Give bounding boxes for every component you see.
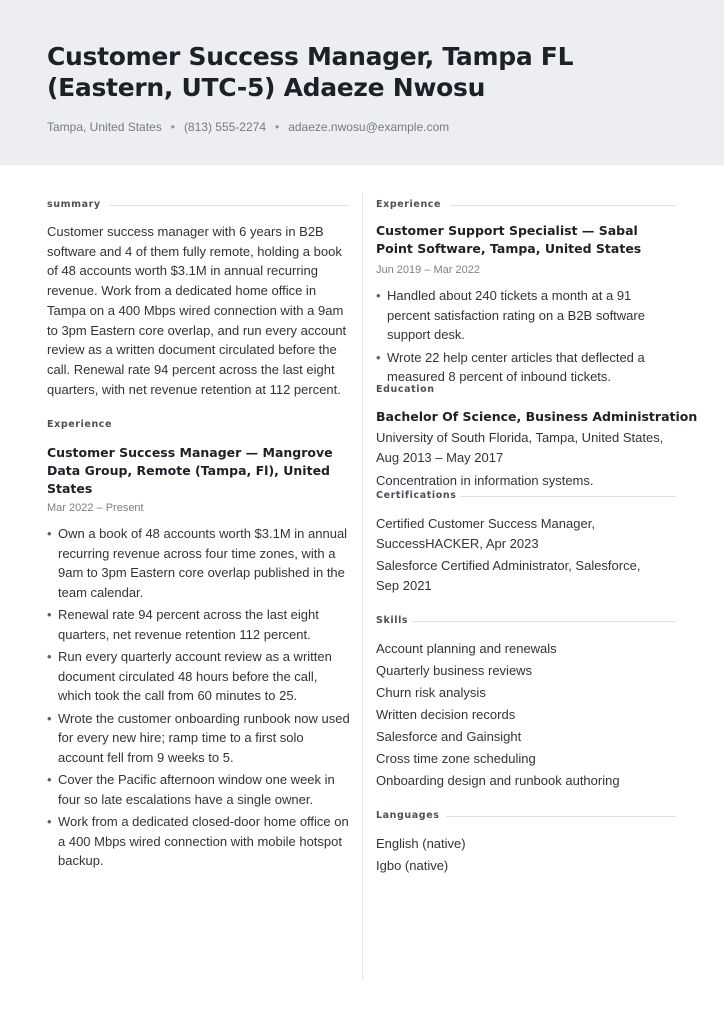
list-item <box>47 709 352 768</box>
bullet-text: Run every quarterly account review as a written document circulated 48 hours before the call, which took the call from 60 minutes to 25. <box>58 649 332 703</box>
skill-item: Quarterly business reviews <box>376 663 533 678</box>
certification-item: Certified Customer Success Manager, SuccessHACKER, Apr 2023 <box>376 516 595 551</box>
section-heading-label: Experience <box>47 419 113 430</box>
skills-list <box>376 638 676 792</box>
section-heading-label: summary <box>47 199 101 210</box>
contact-line <box>47 120 449 134</box>
job-dates: Jun 2019 – Mar 2022 <box>376 264 480 276</box>
contact-separator: • <box>170 120 175 134</box>
certification-item: Salesforce Certified Administrator, Salesforce, Sep 2021 <box>376 558 641 593</box>
page-title: Customer Success Manager, Tampa FL (Eastern, UTC-5) Adaeze Nwosu <box>47 42 574 102</box>
section-heading-label: Education <box>376 384 435 395</box>
job-dates: Mar 2022 – Present <box>47 502 144 514</box>
job-title: Customer Success Manager — Mangrove Data Group, Remote (Tampa, Fl), United States <box>47 445 333 496</box>
section-rule <box>460 496 676 497</box>
contact-phone: (813) 555-2274 <box>183 120 266 134</box>
list-item <box>376 286 676 345</box>
bullet-text: Handled about 240 tickets a month at a 91 percent satisfaction rating on a B2B software support desk. <box>387 288 645 342</box>
degree-title: Bachelor Of Science, Business Administration <box>376 409 698 424</box>
bullet-text: Wrote 22 help center articles that deflected a measured 8 percent of inbound tickets. <box>387 349 645 384</box>
bullet-text: Cover the Pacific afternoon window one week in four so late escalations have a single owner. <box>58 772 335 807</box>
contact-location: Tampa, United States <box>47 120 162 134</box>
bullet-text: Work from a dedicated closed-door home office on a 400 Mbps wired connection with mobile hotspot backup. <box>58 814 349 868</box>
contact-separator: • <box>275 120 280 134</box>
education-note: Concentration in information systems. <box>376 473 594 488</box>
section-heading-certifications <box>376 490 676 504</box>
section-heading-label: Skills <box>376 615 409 626</box>
bullet-dot: • <box>47 710 52 726</box>
skill-item: Cross time zone scheduling <box>376 751 536 766</box>
bullet-dot: • <box>47 607 52 622</box>
section-heading-summary <box>47 199 349 213</box>
bullet-dot: • <box>376 349 381 365</box>
section-heading-label: Certifications <box>376 490 457 501</box>
section-rule <box>446 816 676 817</box>
bullet-dot: • <box>47 526 52 541</box>
column-divider <box>362 192 363 980</box>
contact-email: adaeze.nwosu@example.com <box>288 120 450 134</box>
list-item <box>47 647 352 706</box>
bullet-text: Renewal rate 94 percent across the last eight quarters, net revenue retention 112 percent. <box>58 607 319 642</box>
list-item <box>376 348 676 387</box>
bullet-dot: • <box>47 649 52 664</box>
job-bullets <box>47 524 352 874</box>
skill-item: Account planning and renewals <box>376 641 557 656</box>
skill-item: Onboarding design and runbook authoring <box>376 773 620 788</box>
section-rule <box>412 621 676 622</box>
resume-header <box>0 0 724 165</box>
school-details: University of South Florida, Tampa, United States, Aug 2013 – May 2017 <box>376 430 664 465</box>
section-heading-skills <box>376 615 676 629</box>
section-heading-label: Languages <box>376 810 440 821</box>
section-heading-education <box>376 384 676 398</box>
list-item <box>47 812 352 871</box>
job-title: Customer Support Specialist — Sabal Point Software, Tampa, United States <box>376 223 642 256</box>
section-rule <box>450 205 676 206</box>
bullet-text: Own a book of 48 accounts worth $3.1M in annual recurring revenue across four time zones, with a 9am to 3pm Eastern core overlap published in the team calendar. <box>58 526 348 600</box>
skill-item: Written decision records <box>376 707 516 722</box>
section-heading-label: Experience <box>376 199 442 210</box>
bullet-text: Wrote the customer onboarding runbook now used for every new hire; ramp time to a first solo account fell from 9 weeks to 5. <box>58 710 350 765</box>
section-heading-languages <box>376 810 676 824</box>
language-item: Igbo (native) <box>376 858 449 873</box>
list-item <box>47 770 352 809</box>
bullet-dot: • <box>376 288 381 303</box>
skill-item: Churn risk analysis <box>376 685 486 700</box>
language-item: English (native) <box>376 836 466 851</box>
bullet-dot: • <box>47 772 52 787</box>
skill-item: Salesforce and Gainsight <box>376 729 522 744</box>
summary-text: Customer success manager with 6 years in B2B software and 4 of them fully remote, holding a book of 48 accounts worth $3.1M in annual recurring revenue. Work from a dedicated home office in Tampa on a 400 Mbps wired connection with a 9am to 3pm Eastern core overlap, and run every account review as a written document circulated before the call. Renewal rate 94 percent across the last eight quarters, with net revenue retention at 112 percent. <box>47 224 347 397</box>
bullet-dot: • <box>47 814 52 829</box>
section-rule <box>109 205 349 206</box>
job-bullets <box>376 286 676 390</box>
languages-list <box>376 833 676 877</box>
list-item <box>47 605 352 644</box>
section-heading-experience <box>47 419 349 433</box>
list-item <box>47 524 352 602</box>
section-heading-experience <box>376 199 676 213</box>
